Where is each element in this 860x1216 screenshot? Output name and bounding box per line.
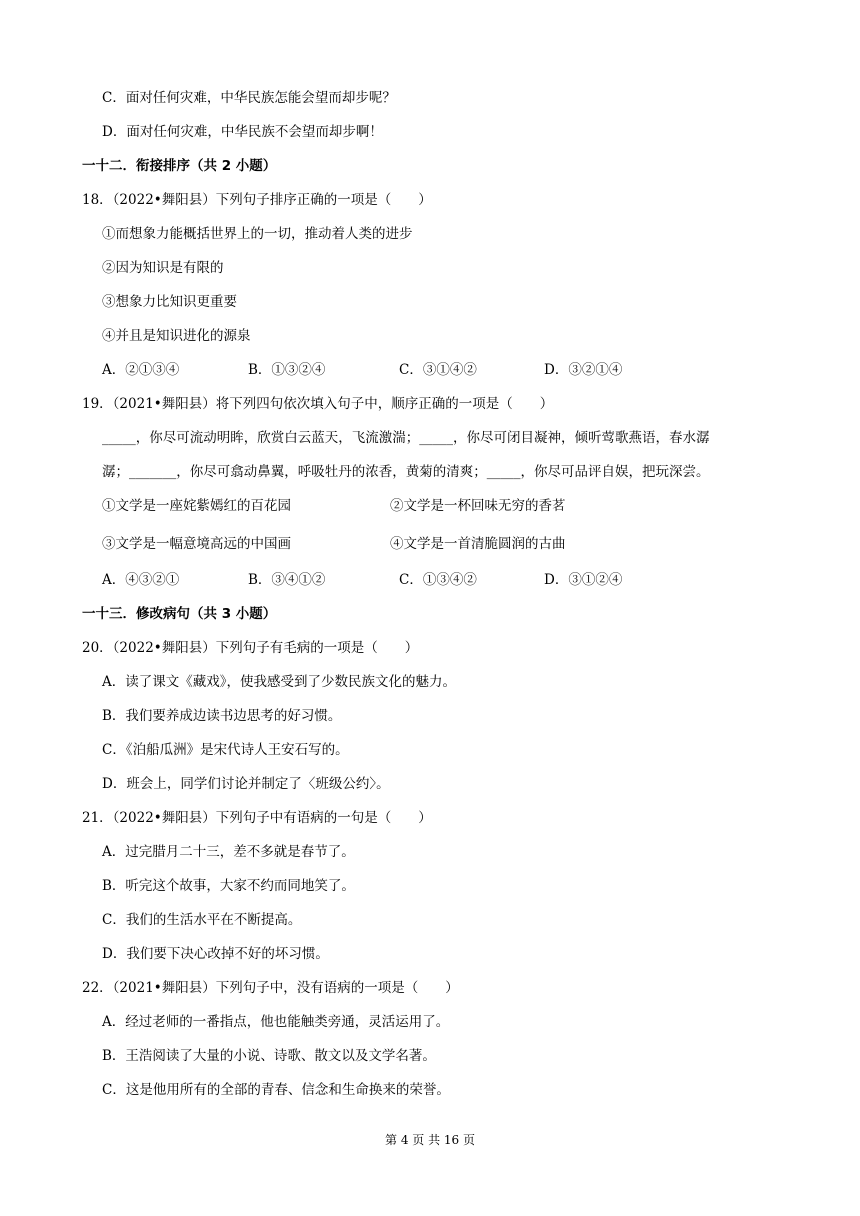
q18-item-2: ②因为知识是有限的 <box>102 260 224 276</box>
q18-option-a: A．②①③④ <box>102 362 180 378</box>
q21-option-d: D．我们要下决心改掉不好的坏习惯。 <box>102 946 329 962</box>
q20-option-d: D．班会上，同学们讨论并制定了〈班级公约〉。 <box>102 776 390 792</box>
q19-option-c: C．①③④② <box>399 572 477 588</box>
q19-item-2: ②文学是一杯回味无穷的香茗 <box>390 498 566 514</box>
q20-option-b: B．我们要养成边读书边思考的好习惯。 <box>102 708 342 724</box>
q22-option-c: C．这是他用所有的全部的青春、信念和生命换来的荣誉。 <box>102 1082 450 1098</box>
q19-option-d: D．③①②④ <box>544 572 623 588</box>
q19-item-3: ③文学是一幅意境高远的中国画 <box>102 536 291 552</box>
q19-option-b: B．③④①② <box>248 572 326 588</box>
q18-option-d: D．③②①④ <box>544 362 623 378</box>
option-c: C．面对任何灾难，中华民族怎能会望而却步呢？ <box>102 90 396 106</box>
question-22-stem: 22．（2021•舞阳县）下列句子中，没有语病的一项是（ ） <box>82 980 459 996</box>
question-21-stem: 21．（2022•舞阳县）下列句子中有语病的一句是（ ） <box>82 810 432 826</box>
question-20-stem: 20．（2022•舞阳县）下列句子有毛病的一项是（ ） <box>82 640 419 656</box>
q18-option-b: B．①③②④ <box>248 362 326 378</box>
q19-passage-line-2: 潺；_______，你尽可翕动鼻翼，呼吸牡丹的浓香，黄菊的清爽；_____，你尽可品评自娱，把玩深尝。 <box>102 464 710 480</box>
question-19-stem: 19．（2021•舞阳县）将下列四句依次填入句子中，顺序正确的一项是（ ） <box>82 396 554 412</box>
q22-option-b: B．王浩阅读了大量的小说、诗歌、散文以及文学名著。 <box>102 1048 436 1064</box>
section-heading-13: 一十三．修改病句（共 3 小题） <box>82 606 277 622</box>
q19-passage-line-1: _____，你尽可流动明眸，欣赏白云蓝天，飞流激湍；_____，你尽可闭目凝神，倾听莺歌燕语，春水潺 <box>102 430 710 446</box>
section-heading-12: 一十二．衔接排序（共 2 小题） <box>82 158 277 174</box>
q19-item-4: ④文学是一首清脆圆润的古曲 <box>390 536 566 552</box>
q18-item-4: ④并且是知识进化的源泉 <box>102 328 251 344</box>
q21-option-a: A．过完腊月二十三，差不多就是春节了。 <box>102 844 355 860</box>
q19-item-1: ①文学是一座姹紫嫣红的百花园 <box>102 498 291 514</box>
q18-option-c: C．③①④② <box>399 362 477 378</box>
question-18-stem: 18．（2022•舞阳县）下列句子排序正确的一项是（ ） <box>82 192 432 208</box>
q22-option-a: A．经过老师的一番指点，他也能触类旁通，灵活运用了。 <box>102 1014 450 1030</box>
q18-item-1: ①而想象力能概括世界上的一切，推动着人类的进步 <box>102 226 413 242</box>
q19-option-a: A．④③②① <box>102 572 180 588</box>
q20-option-a: A．读了课文《藏戏》，使我感受到了少数民族文化的魅力。 <box>102 674 456 690</box>
option-d: D．面对任何灾难，中华民族不会望而却步啊！ <box>102 124 383 140</box>
q18-item-3: ③想象力比知识更重要 <box>102 294 237 310</box>
q21-option-b: B．听完这个故事，大家不约而同地笑了。 <box>102 878 355 894</box>
q20-option-c: C．《泊船瓜洲》是宋代诗人王安石写的。 <box>102 742 349 758</box>
q21-option-c: C．我们的生活水平在不断提高。 <box>102 912 302 928</box>
page-footer: 第 4 页 共 16 页 <box>385 1133 475 1147</box>
